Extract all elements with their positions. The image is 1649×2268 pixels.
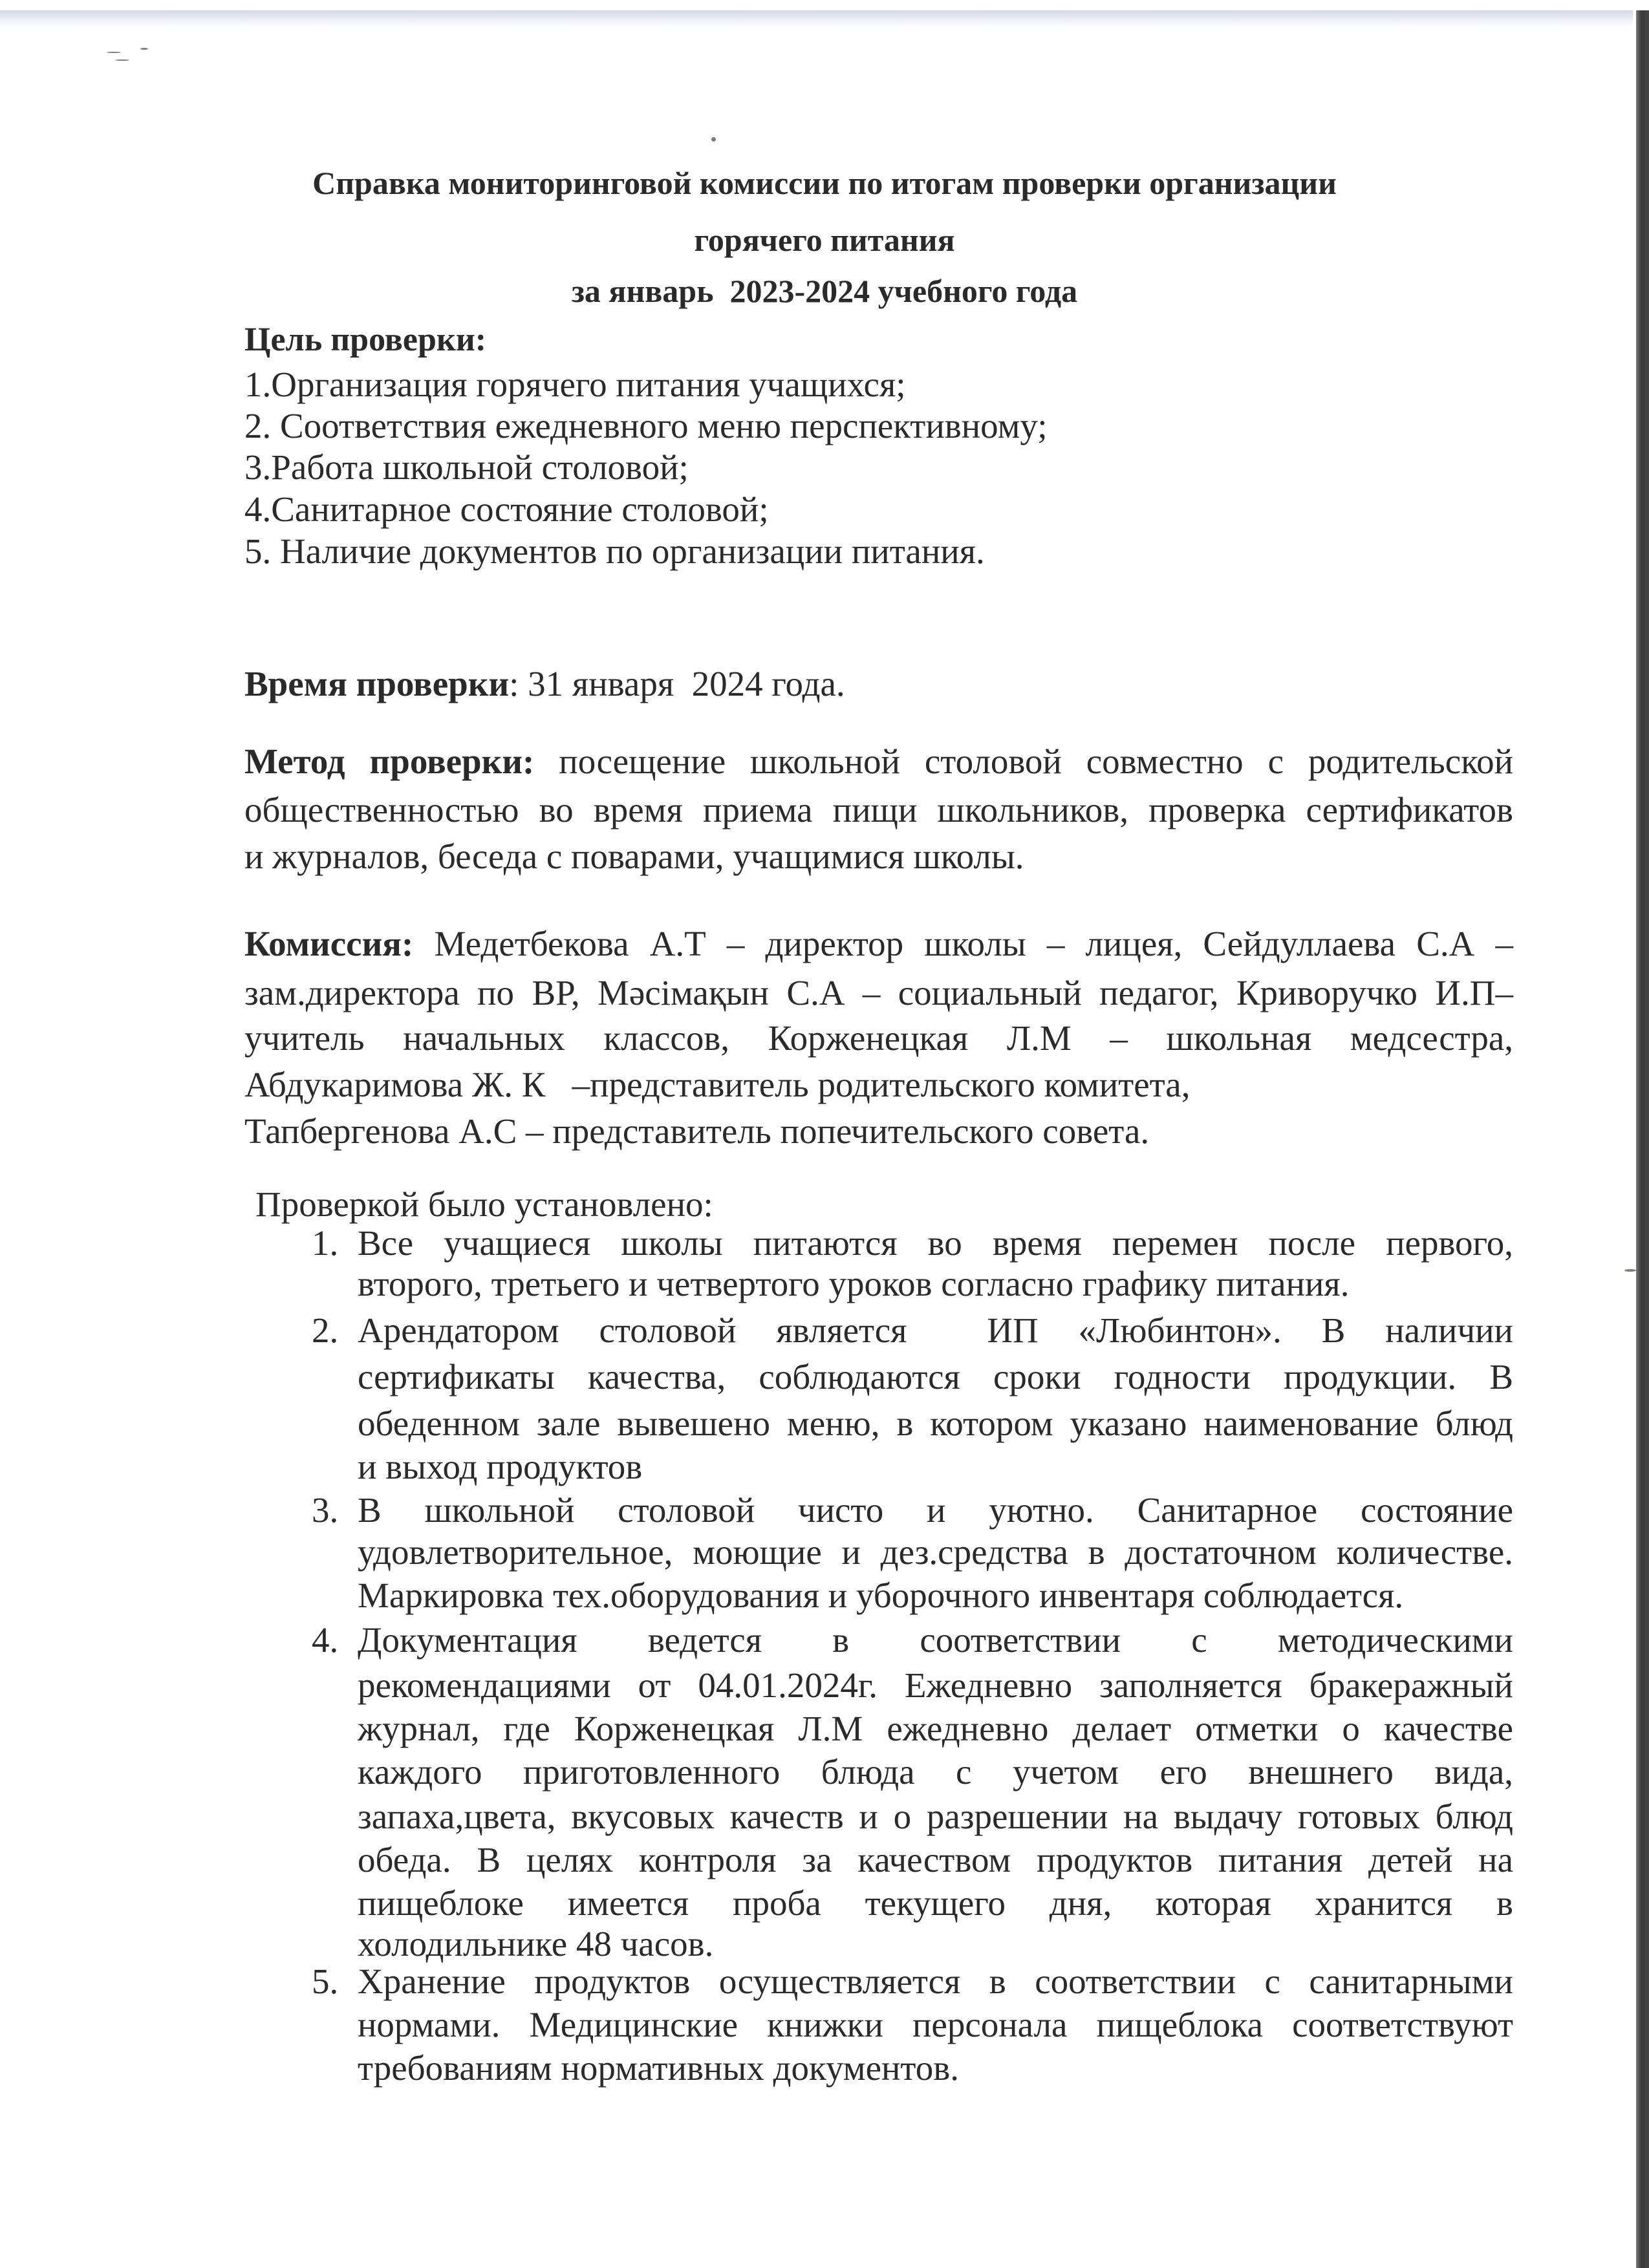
finding-1-line: Все учащиеся школы питаются во время перемен после первого, xyxy=(358,1223,1513,1263)
finding-2-line: и выход продуктов xyxy=(358,1447,643,1486)
finding-number: 4. xyxy=(312,1620,339,1660)
finding-4-line: каждого приготовленного блюда с учетом его внешнего вида, xyxy=(358,1752,1513,1792)
commission-line-2: зам.директора по ВР, Мәсімақын С.А – социальный педагог, Криворучко И.П– xyxy=(244,973,1513,1012)
finding-4-line: запаха,цвета, вкусовых качеств и о разрешении на выдачу готовых блюд xyxy=(358,1797,1513,1836)
inspection-time xyxy=(244,666,845,701)
goals-heading: Цель проверки: xyxy=(244,321,487,358)
finding-4-line: рекомендациями от 04.01.2024г. Ежедневно заполняется бракеражный xyxy=(358,1665,1513,1705)
finding-5-line: Хранение продуктов осуществляется в соответствии с санитарными xyxy=(358,1962,1513,2001)
finding-4-line: журнал, где Корженецкая Л.М ежедневно делает отметки о качестве xyxy=(358,1709,1513,1748)
commission-line-3: учитель начальных классов, Корженецкая Л.М – школьная медсестра, xyxy=(244,1018,1513,1058)
inspection-time-label: Время проверки xyxy=(244,664,510,703)
scan-speck xyxy=(140,48,148,50)
method-line-2: общественностью во время приема пищи школьников, проверка сертификатов xyxy=(244,790,1513,829)
method-text: посещение школьной столовой совместно с родительской xyxy=(534,742,1513,781)
commission-line-5: Тапбергенова А.С – представитель попечительского совета. xyxy=(244,1111,1150,1151)
findings-intro: Проверкой было установлено: xyxy=(255,1184,713,1224)
method-line-1 xyxy=(244,744,1513,779)
finding-5-line: нормами. Медицинские книжки персонала пищеблока соответствуют xyxy=(358,2005,1513,2044)
scan-speck xyxy=(711,137,716,142)
goal-item: 1.Организация горячего питания учащихся; xyxy=(244,365,906,404)
goal-item: 4.Санитарное состояние столовой; xyxy=(244,489,769,529)
finding-5-line: требованиям нормативных документов. xyxy=(358,2048,959,2088)
finding-2-line: сертификаты качества, соблюдаются сроки годности продукции. В xyxy=(358,1357,1513,1396)
scan-right-edge xyxy=(1636,10,1649,2268)
finding-3-line: удовлетворительное, моющие и дез.средства в достаточном количестве. xyxy=(358,1532,1513,1572)
finding-2-line: обеденном зале вывешено меню, в котором указано наименование блюд xyxy=(358,1404,1513,1443)
finding-2-line: Арендатором столовой является ИП «Любинтон». В наличии xyxy=(358,1311,1513,1350)
goal-item: 3.Работа школьной столовой; xyxy=(244,447,689,487)
scan-top-shadow xyxy=(0,10,1633,27)
finding-number: 3. xyxy=(312,1490,339,1530)
scan-speck xyxy=(115,59,129,61)
commission-line-1 xyxy=(244,926,1513,961)
document-title-line-1: Справка мониторинговой комиссии по итогам проверки организации xyxy=(312,165,1337,201)
method-line-3: и журналов, беседа с поварами, учащимися школы. xyxy=(244,837,1024,876)
method-label: Метод проверки: xyxy=(244,742,535,781)
commission-label: Комиссия: xyxy=(244,924,414,963)
inspection-time-value: : 31 января 2024 года. xyxy=(509,664,845,703)
finding-4-line: пищеблоке имеется проба текущего дня, которая хранится в xyxy=(358,1883,1513,1923)
finding-4-line: обеда. В целях контроля за качеством продуктов питания детей на xyxy=(358,1840,1513,1879)
finding-3-line: Маркировка тех.оборудования и уборочного инвентаря соблюдается. xyxy=(358,1576,1404,1615)
commission-text: Медетбекова А.Т – директор школы – лицея, Сейдуллаева С.А – xyxy=(413,924,1513,963)
finding-3-line: В школьной столовой чисто и уютно. Санитарное состояние xyxy=(358,1490,1513,1530)
goal-item: 5. Наличие документов по организации питания. xyxy=(244,531,985,571)
document-title-line-2: горячего питания xyxy=(694,222,955,258)
finding-number: 1. xyxy=(312,1223,339,1263)
finding-number: 2. xyxy=(312,1311,339,1350)
commission-line-4: Абдукаримова Ж. К –представитель родительского комитета, xyxy=(244,1065,1191,1104)
finding-4-line: Документация ведется в соответствии с методическими xyxy=(358,1620,1513,1660)
scan-speck xyxy=(107,52,121,53)
scan-speck xyxy=(1624,1269,1636,1272)
finding-number: 5. xyxy=(312,1962,339,2001)
finding-1-line: второго, третьего и четвертого уроков согласно графику питания. xyxy=(358,1264,1350,1303)
document-title-line-3: за январь 2023-2024 учебного года xyxy=(571,273,1078,309)
goal-item: 2. Соответствия ежедневного меню перспективному; xyxy=(244,406,1048,445)
finding-4-line: холодильнике 48 часов. xyxy=(358,1924,714,1963)
